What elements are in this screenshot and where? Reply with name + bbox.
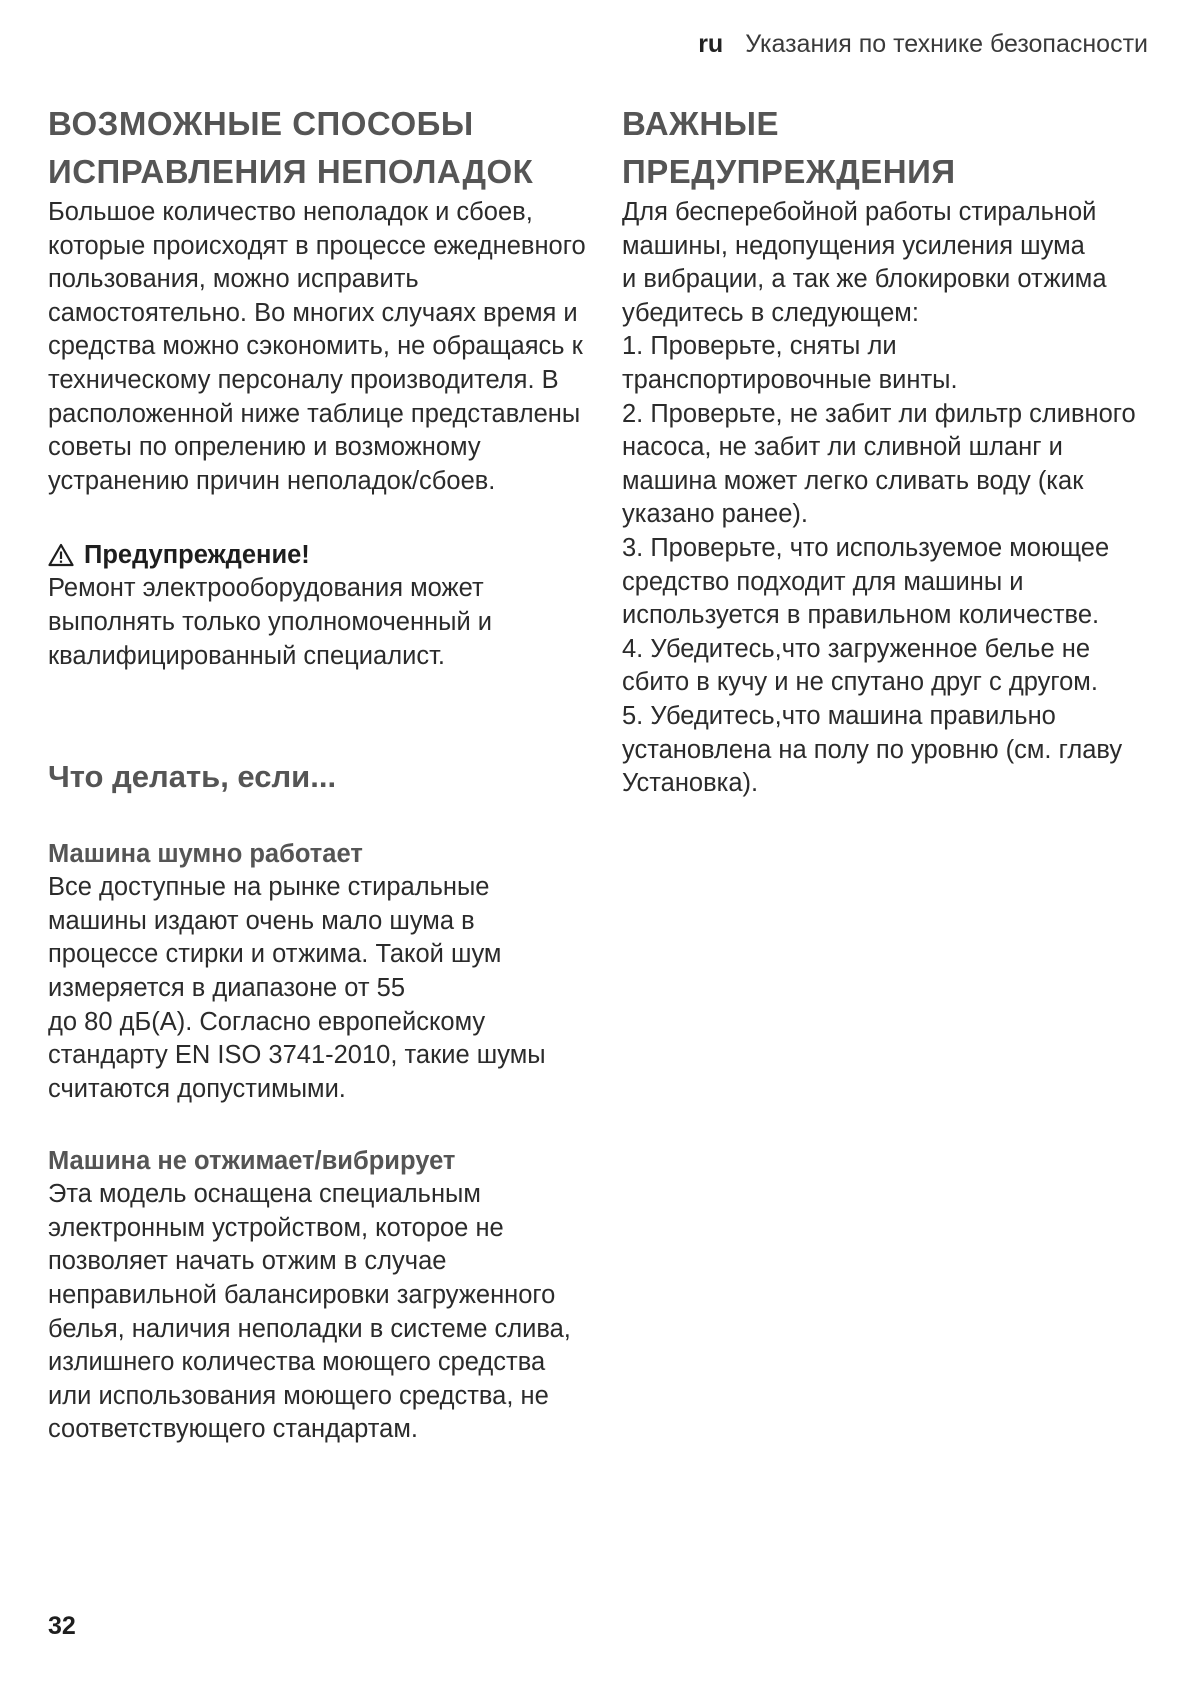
case-title: Машина шумно работает [48, 840, 363, 869]
page-number: 32 [48, 1612, 76, 1640]
warning-text: Ремонт электрооборудования может выполнять только уполномоченный и квалифицированный специалист. [48, 574, 493, 670]
warning-block [48, 538, 588, 673]
left-column [48, 100, 588, 1447]
warning-heading-text: Предупреждение! [84, 541, 310, 570]
case-text: Эта модель оснащена специальным электронным устройством, которое не позволяет начать отжим в случае неправильной балансировки загруженного белья, наличия неполадки в системе слива, излишнего количества моющего средства или использования моющего средства, не соответствующего стандартам. [48, 1180, 571, 1444]
troubleshooting-intro: Большое количество неполадок и сбоев, которые происходят в процессе ежедневного пользования, можно исправить самостоятельно. Во многих случаях время и средства можно сэкономить, не обращаясь к техническому персоналу производителя. В расположенной ниже таблице представлены советы по опрелению и возможному устранению причин неполадок/сбоев. [48, 198, 586, 495]
warning-triangle-icon [48, 543, 74, 567]
case-noisy [48, 837, 588, 1106]
case-title: Машина не отжимает/вибрирует [48, 1147, 456, 1176]
case-text: Все доступные на рынке стиральные машины издают очень мало шума в процессе стирки и отжима. Такой шум измеряется в диапазоне от 55 до 80 дБ(А). Согласно европейскому стандарту EN ISO 3741-2010, такие шумы считаются допустимыми. [48, 873, 546, 1103]
warning-heading [48, 538, 588, 572]
language-code: ru [698, 30, 724, 58]
important-warnings-title: ВАЖНЫЕ ПРЕДУПРЕЖДЕНИЯ [622, 105, 956, 190]
page-header [698, 30, 1148, 59]
right-column [622, 100, 1152, 801]
important-warnings-text: Для бесперебойной работы стиральной машины, недопущения усиления шума и вибрации, а так же блокировки отжима убедитесь в следующем: 1. Проверьте, сняты ли транспортировочные винты. 2. Проверьте, не забит ли фильтр сливного насоса, не забит ли сливной шланг и машина может легко сливать воду (как указано ранее). 3. Проверьте, что используемое моющее средство подходит для машины и используется в правильном количестве. 4. Убедитесь,что загруженное белье не сбито в кучу и не спутано друг с другом. 5. Убедитесь,что машина правильно установлена на полу по уровню (см. главу Установка). [622, 198, 1136, 798]
case-no-spin [48, 1144, 588, 1447]
what-if-heading: Что делать, если... [48, 759, 337, 795]
header-title: Указания по технике безопасности [745, 30, 1148, 58]
troubleshooting-title: ВОЗМОЖНЫЕ СПОСОБЫ ИСПРАВЛЕНИЯ НЕПОЛАДОК [48, 105, 534, 190]
